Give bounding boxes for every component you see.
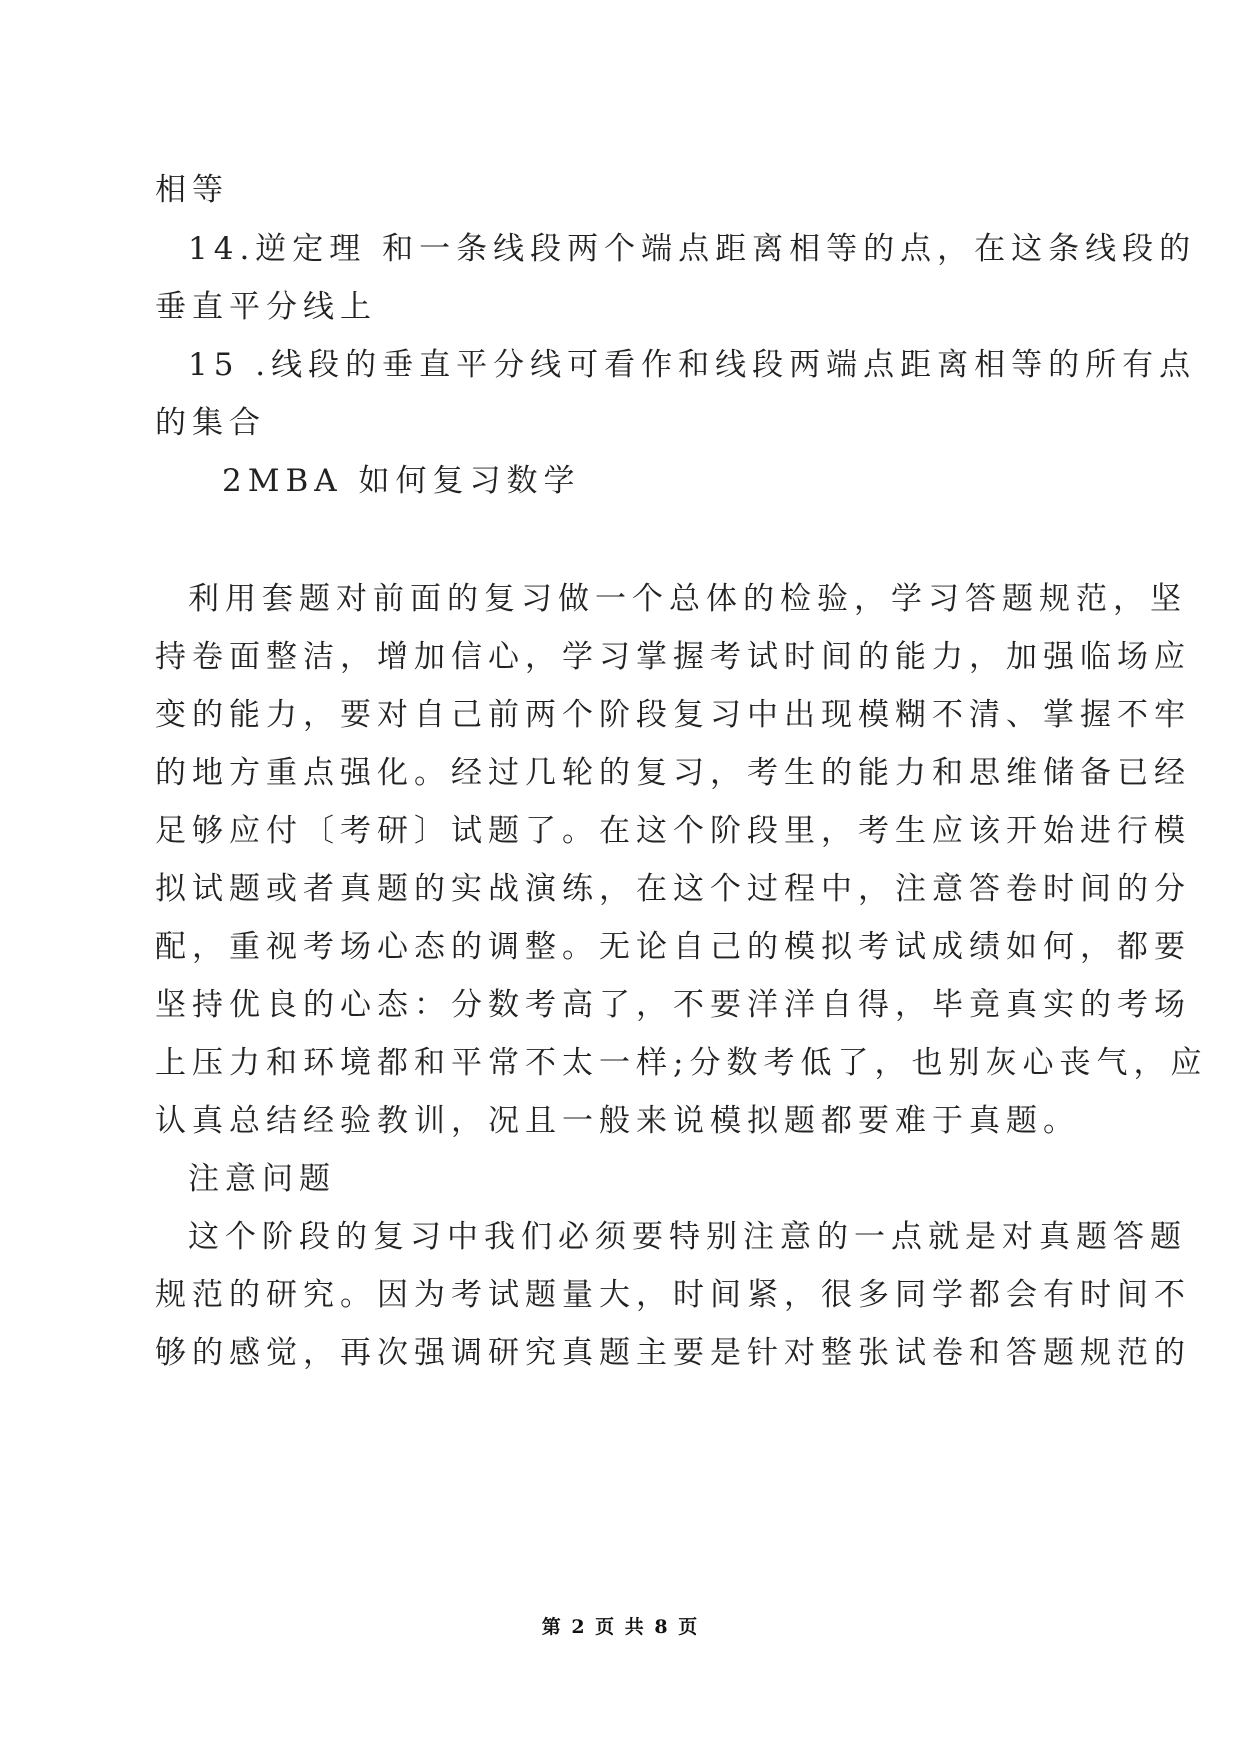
paragraph-line: 足够应付〔考研〕试题了。在这个阶段里，考生应该开始进行模: [155, 813, 1191, 849]
paragraph-line: 持卷面整洁，增加信心，学习掌握考试时间的能力，加强临场应: [155, 639, 1191, 675]
text-line: 的集合: [155, 405, 266, 441]
theorem-14-line: 14.逆定理 和一条线段两个端点距离相等的点，在这条线段的: [188, 231, 1197, 267]
paragraph-line: 拟试题或者真题的实战演练，在这个过程中，注意答卷时间的分: [155, 871, 1191, 907]
paragraph-line: 这个阶段的复习中我们必须要特别注意的一点就是对真题答题: [188, 1219, 1187, 1255]
subheading: 注意问题: [188, 1161, 336, 1197]
paragraph-line: 上压力和环境都和平常不太一样;分数考低了，也别灰心丧气，应: [155, 1045, 1208, 1081]
paragraph-line: 的地方重点强化。经过几轮的复习，考生的能力和思维储备已经: [155, 755, 1191, 791]
paragraph-line: 坚持优良的心态：分数考高了，不要洋洋自得，毕竟真实的考场: [155, 987, 1191, 1023]
section-heading: 2MBA 如何复习数学: [222, 463, 581, 499]
page-number-footer: 第 2 页 共 8 页: [541, 1616, 700, 1638]
paragraph-line: 规范的研究。因为考试题量大，时间紧，很多同学都会有时间不: [155, 1277, 1191, 1313]
text-line: 垂直平分线上: [155, 289, 377, 325]
text-line: 相等: [155, 172, 229, 208]
theorem-15-line: 15 .线段的垂直平分线可看作和线段两端点距离相等的所有点: [188, 347, 1197, 383]
paragraph-line: 利用套题对前面的复习做一个总体的检验，学习答题规范，坚: [188, 581, 1187, 617]
paragraph-line: 够的感觉，再次强调研究真题主要是针对整张试卷和答题规范的: [155, 1335, 1191, 1371]
paragraph-line: 变的能力，要对自己前两个阶段复习中出现模糊不清、掌握不牢: [155, 697, 1191, 733]
paragraph-line: 配，重视考场心态的调整。无论自己的模拟考试成绩如何，都要: [155, 929, 1191, 965]
paragraph-line: 认真总结经验教训，况且一般来说模拟题都要难于真题。: [155, 1103, 1080, 1139]
